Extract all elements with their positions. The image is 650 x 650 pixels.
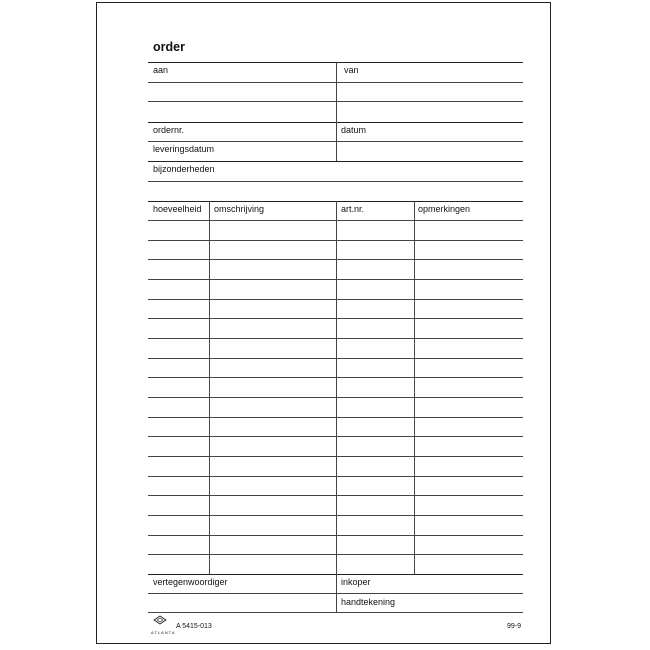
divider-bottom <box>148 612 523 613</box>
divider <box>148 161 523 162</box>
divider-vertical <box>336 574 337 612</box>
label-bijzonderheden: bijzonderheden <box>153 164 215 174</box>
atlanta-logo-icon <box>153 615 167 625</box>
label-van: van <box>344 65 359 75</box>
order-form <box>148 3 523 645</box>
form-version: 99-9 <box>507 623 522 630</box>
divider <box>148 181 523 182</box>
column-divider <box>414 201 415 575</box>
column-header-opmerkingen: opmerkingen <box>418 204 471 214</box>
divider-vertical <box>336 62 337 122</box>
divider-vertical <box>336 122 337 161</box>
label-ordernr: ordernr. <box>153 125 185 135</box>
label-leveringsdatum: leveringsdatum <box>153 144 215 154</box>
column-header-artnr: art.nr. <box>341 204 365 214</box>
column-header-omschrijving: omschrijving <box>214 204 265 214</box>
brand-name: ATLANTA <box>151 630 176 635</box>
label-datum: datum <box>341 125 367 135</box>
column-divider <box>209 201 210 575</box>
column-divider <box>336 201 337 575</box>
order-form-sheet <box>96 2 551 644</box>
label-vertegenwoordiger: vertegenwoordiger <box>153 577 228 587</box>
label-inkoper: inkoper <box>341 577 371 587</box>
form-title: order <box>153 40 185 54</box>
form-code: A 5415-013 <box>176 623 212 630</box>
label-handtekening: handtekening <box>341 597 396 607</box>
column-header-hoeveelheid: hoeveelheid <box>153 204 202 214</box>
label-aan: aan <box>153 65 169 75</box>
